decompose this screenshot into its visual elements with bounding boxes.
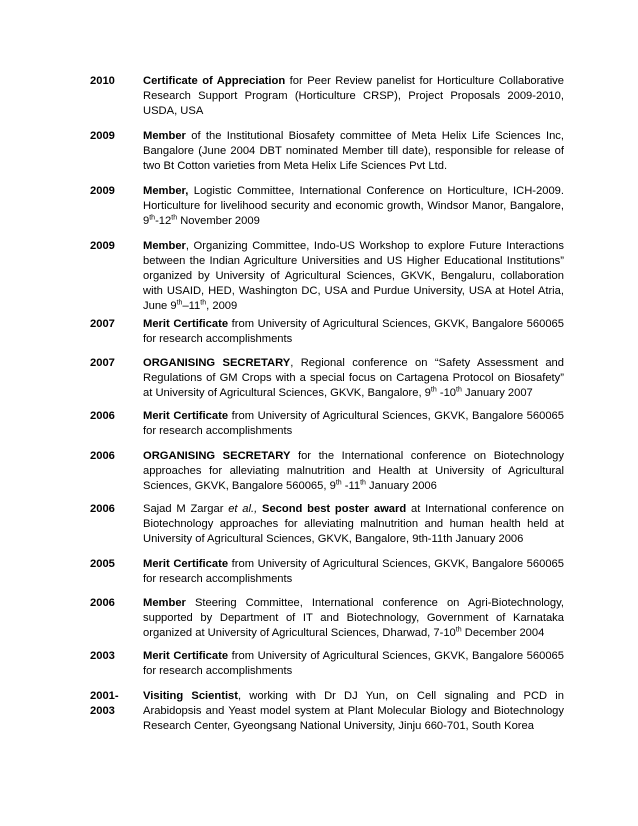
entry-text: , Organizing Committee, Indo-US Workshop to explore Future Interactions between the Indian Agriculture Universities and US Higher Educational Institutions” organized by University of Agricultural Sciences, GKVK, Bengaluru, collaboration with USAID, HED, Washington DC, USA and Purdue University, USA at Hotel Atria, June 9	[143, 240, 564, 312]
entry-text-mid: -12	[155, 215, 172, 227]
entry-year: 2009	[90, 240, 115, 252]
entry-text-tail: January 2006	[365, 480, 437, 492]
entry-description	[143, 239, 564, 314]
superscript: th	[335, 479, 342, 487]
entry-description	[143, 317, 564, 347]
entry-author: Sajad M Zargar	[143, 503, 229, 515]
entry-text: for Peer Review panelist for Horticulture Collaborative Research Support Program (Horticulture CRSP), Project Proposals 2009-2010, USDA, USA	[143, 75, 564, 117]
entry-description	[143, 184, 564, 229]
entry-year: 2005	[90, 558, 115, 570]
entry-text: from University of Agricultural Sciences, GKVK, Bangalore 560065 for research accomplishments	[143, 410, 564, 437]
entry-text-mid: –11	[182, 300, 201, 312]
entry-description	[143, 649, 564, 679]
entry-description	[143, 557, 564, 587]
entry-title: ORGANISING SECRETARY	[143, 357, 291, 369]
entry-text: from University of Agricultural Sciences, GKVK, Bangalore 560065 for research accomplishments	[143, 558, 564, 585]
entry-year: 2007	[90, 357, 115, 369]
entry-text: from University of Agricultural Sciences, GKVK, Bangalore 560065 for research accomplishments	[143, 318, 564, 345]
entry-text: for the International conference on Biotechnology approaches for alleviating malnutrition and Health at University of Agricultural Sciences, GKVK, Bangalore 560065, 9	[143, 450, 564, 492]
entry-title: Second best poster award	[257, 503, 407, 515]
entry-text-mid: -11	[341, 480, 361, 492]
entry-text: of the Institutional Biosafety committee of Meta Helix Life Sciences Inc, Bangalore (June 2004 DBT nominated Member till date), responsible for release of two Bt Cotton varieties from Meta Helix Life Sciences Pvt Ltd.	[143, 130, 564, 172]
entry-title: Member	[143, 130, 186, 142]
entry-italic: et al.,	[228, 503, 258, 515]
entry-year: 2006	[90, 450, 115, 462]
entry-year: 2001- 2003	[90, 690, 119, 717]
entry-year: 2003	[90, 650, 115, 662]
entry-text: from University of Agricultural Sciences, GKVK, Bangalore 560065 for research accomplishments	[143, 650, 564, 677]
entry-text: Logistic Committee, International Conference on Horticulture, ICH-2009. Horticulture for livelihood security and economic growth, Windsor Manor, Bangalore, 9	[143, 185, 564, 227]
entry-year: 2006	[90, 410, 115, 422]
superscript: th	[360, 479, 366, 487]
entry-description	[143, 689, 564, 734]
entry-title: Member	[143, 240, 186, 252]
entry-description	[143, 129, 564, 174]
entry-year: 2010	[90, 75, 115, 87]
entry-title: Merit Certificate	[143, 318, 229, 330]
superscript: th	[149, 214, 156, 222]
entry-description	[143, 409, 564, 439]
entry-text: , working with Dr DJ Yun, on Cell signaling and PCD in Arabidopsis and Yeast model system at Plant Molecular Biology and Biotechnology Research Center, Gyeongsang National University, Jinju 660-701, South Korea	[143, 690, 565, 732]
entry-title: Merit Certificate	[143, 558, 229, 570]
entry-text-tail: December 2004	[461, 627, 545, 639]
entry-text: at International conference on Biotechnology approaches for alleviating malnutrition and human health held at University of Agricultural Sciences, GKVK, Bangalore, 9th-11th January 2006	[143, 503, 564, 545]
entry-description	[143, 502, 564, 547]
superscript: th	[176, 299, 183, 307]
entry-text-mid: -10	[436, 387, 457, 399]
entry-text-tail: November 2009	[177, 215, 260, 227]
entry-description	[143, 449, 564, 494]
superscript: th	[171, 214, 178, 222]
entry-title: Member	[143, 597, 186, 609]
entry-title: ORGANISING SECRETARY	[143, 450, 291, 462]
entry-year: 2009	[90, 130, 115, 142]
entry-description	[143, 356, 564, 401]
entry-text: , Regional conference on “Safety Assessment and Regulations of GM Crops with a special focus on Cartagena Protocol on Biosafety” at University of Agricultural Sciences, GKVK, Bangalore, 9	[143, 357, 564, 399]
entry-title: Certificate of Appreciation	[143, 75, 286, 87]
entry-text-tail: , 2009	[206, 300, 238, 312]
entry-text-tail: January 2007	[461, 387, 533, 399]
superscript: th	[455, 626, 462, 634]
superscript: th	[456, 386, 462, 394]
entry-year: 2007	[90, 318, 115, 330]
entry-year: 2006	[90, 503, 115, 515]
entry-title: Merit Certificate	[143, 650, 229, 662]
entry-text: Steering Committee, International conference on Agri-Biotechnology, supported by Department of IT and Biotechnology, Government of Karnataka organized at University of Agricultural Sciences, Dharwad, 7-10	[143, 597, 564, 639]
entry-title: Visiting Scientist	[143, 690, 239, 702]
entry-description	[143, 596, 564, 641]
entry-title: Member,	[143, 185, 189, 197]
superscript: th	[430, 386, 437, 394]
entry-title: Merit Certificate	[143, 410, 229, 422]
entry-year: 2006	[90, 597, 115, 609]
entry-description	[143, 74, 564, 119]
superscript: th	[200, 299, 207, 307]
entry-year: 2009	[90, 185, 115, 197]
